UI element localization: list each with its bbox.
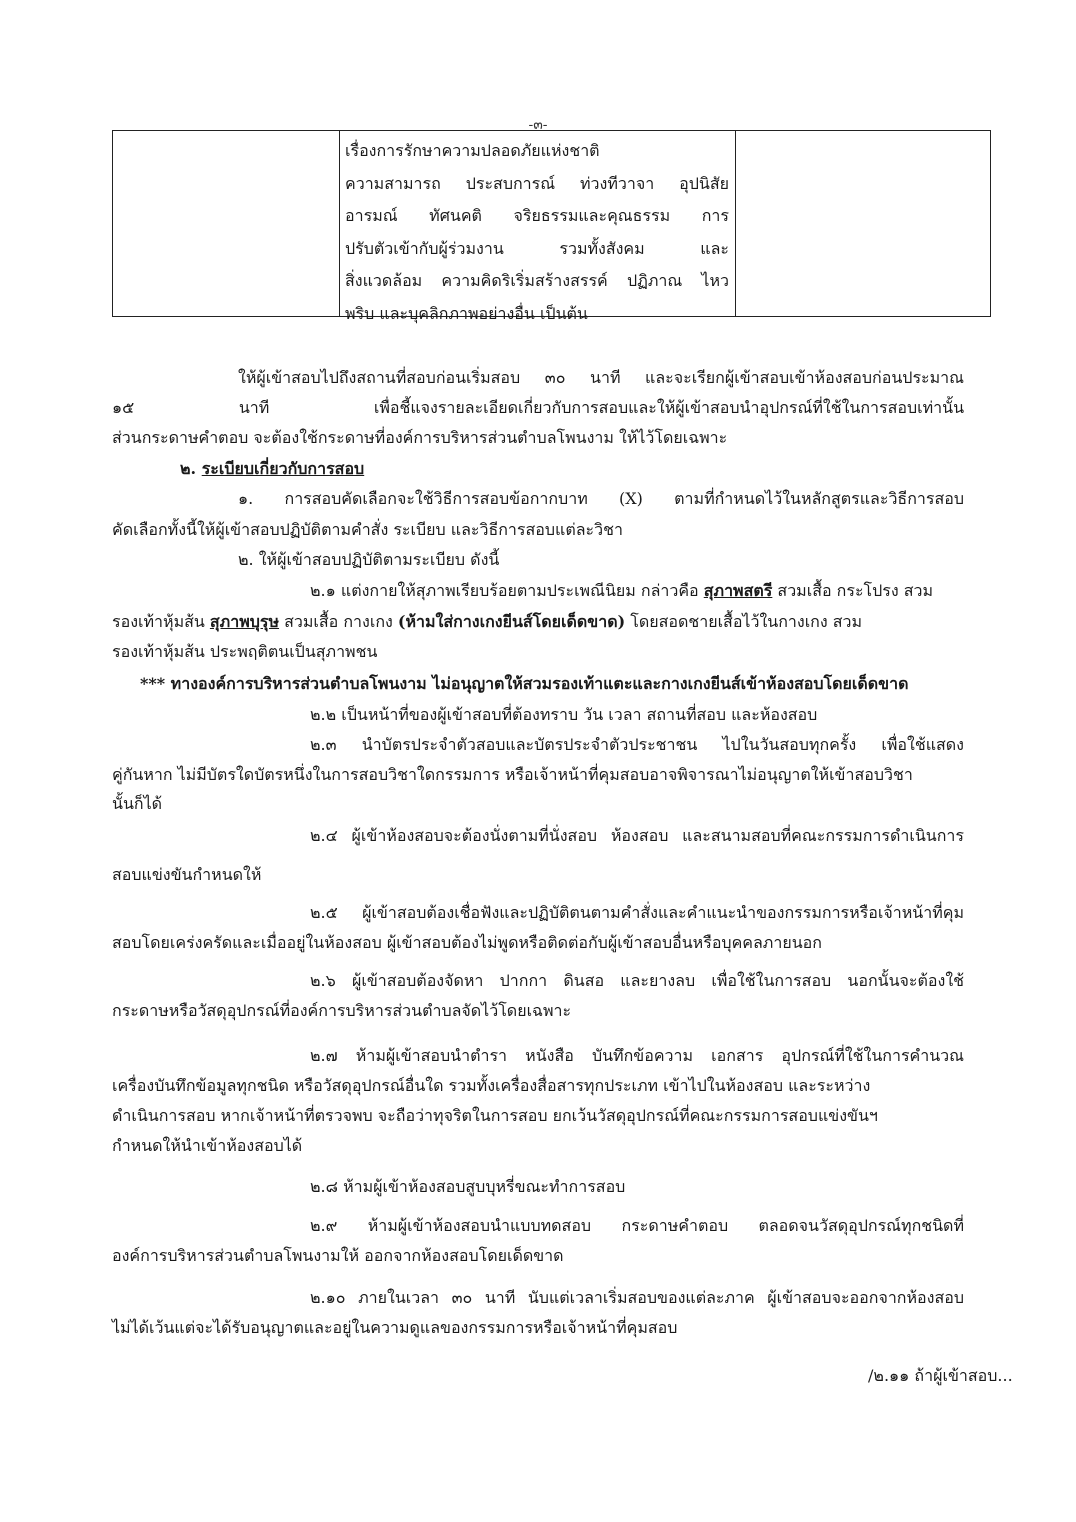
section-number: ๒.: [180, 459, 197, 478]
item-2-7-line-4: กำหนดให้นำเข้าห้องสอบได้: [112, 1136, 303, 1155]
item-2-5-line-1: ๒.๕ ผู้เข้าสอบต้องเชื่อฟังและปฏิบัติตนตามคำสั่งและคำแนะนำของกรรมการหรือเจ้าหน้าที่คุม: [310, 903, 964, 922]
item-2-1-line-1: [310, 580, 933, 602]
item-2-7-line-2: เครื่องบันทึกข้อมูลทุกชนิด หรือวัสดุอุปกรณ์อื่นใด รวมทั้งเครื่องสื่อสารทุกประเภท เข้าไปในห้องสอบ และระหว่าง: [112, 1076, 871, 1095]
continuation-note: /๒.๑๑ ถ้าผู้เข้าสอบ...: [868, 1366, 1013, 1385]
item-2-3-line-3: นั้นก็ได้: [112, 794, 162, 813]
item-2-5-line-2: สอบโดยเคร่งครัดและเมื่ออยู่ในห้องสอบ ผู้เข้าสอบต้องไม่พูดหรือติดต่อกับผู้เข้าสอบอื่นหรือบุคคลภายนอก: [112, 933, 822, 952]
text-span: โดยสอดชายเสื้อไว้ในกางเกง สวม: [625, 612, 863, 631]
text-span: ๒.๑ แต่งกายให้สุภาพเรียบร้อยตามประเพณีนิยม กล่าวคือ: [310, 581, 704, 600]
item-2-7-line-3: ดำเนินการสอบ หากเจ้าหน้าที่ตรวจพบ จะถือว่าทุจริตในการสอบ ยกเว้นวัสดุอุปกรณ์ที่คณะกรรมการสอบแข่งขันฯ: [112, 1106, 878, 1125]
item-2-4-line-1: ๒.๔ ผู้เข้าห้องสอบจะต้องนั่งตามที่นั่งสอบ ห้องสอบ และสนามสอบที่คณะกรรมการดำเนินการ: [310, 826, 964, 845]
table-cell-line: พริบ และบุคลิกภาพอย่างอื่น เป็นต้น: [345, 303, 588, 323]
women-label: สุภาพสตรี: [703, 581, 773, 600]
table-cell-line: ปรับตัวเข้ากับผู้ร่วมงาน รวมทั้งสังคม และ: [345, 238, 729, 258]
notice-line: *** ทางองค์การบริหารส่วนตำบลโพนงาม ไม่อนุญาตให้สวมรองเท้าแตะและกางเกงยีนส์เข้าห้องสอบโดยเด็ดขาด: [140, 674, 909, 693]
table-cell-line: อารมณ์ ทัศนคติ จริยธรรมและคุณธรรม การ: [345, 206, 729, 226]
intro-line-1: ให้ผู้เข้าสอบไปถึงสถานที่สอบก่อนเริ่มสอบ ๓๐ นาที และจะเรียกผู้เข้าสอบเข้าห้องสอบก่อนประมาณ: [238, 368, 964, 387]
item-2-6-line-1: ๒.๖ ผู้เข้าสอบต้องจัดหา ปากกา ดินสอ และยางลบ เพื่อใช้ในการสอบ นอกนั้นจะต้องใช้: [310, 971, 964, 990]
intro-line-3: ส่วนกระดาษคำตอบ จะต้องใช้กระดาษที่องค์การบริหารส่วนตำบลโพนงาม ให้ไว้โดยเฉพาะ: [112, 428, 728, 447]
section-title: ระเบียบเกี่ยวกับการสอบ: [201, 459, 365, 478]
table-divider-left: [339, 131, 340, 316]
item-2-7-line-1: ๒.๗ ห้ามผู้เข้าสอบนำตำรา หนังสือ บันทึกข้อความ เอกสาร อุปกรณ์ที่ใช้ในการคำนวณ: [310, 1046, 964, 1065]
table-divider-right: [735, 131, 736, 316]
item-2-1-line-3: รองเท้าหุ้มส้น ประพฤติตนเป็นสุภาพชน: [112, 642, 378, 661]
text-span: สวมเสื้อ กางเกง: [279, 612, 398, 631]
item-2-2: ๒.๒ เป็นหน้าที่ของผู้เข้าสอบที่ต้องทราบ วัน เวลา สถานที่สอบ และห้องสอบ: [310, 705, 818, 724]
item-2-1-line-2: [112, 611, 862, 633]
text-span: รองเท้าหุ้มส้น: [112, 612, 210, 631]
table-cell-line: ความสามารถ ประสบการณ์ ท่วงทีวาจา อุปนิสัย: [345, 173, 729, 193]
jeans-warning: (ห้ามใส่กางเกงยีนส์โดยเด็ดขาด): [397, 612, 626, 631]
item-2-9-line-1: ๒.๙ ห้ามผู้เข้าห้องสอบนำแบบทดสอบ กระดาษคำตอบ ตลอดจนวัสดุอุปกรณ์ทุกชนิดที่: [310, 1216, 964, 1235]
item-2-4-line-2: สอบแข่งขันกำหนดให้: [112, 865, 262, 884]
page-number: -๓-: [528, 117, 548, 133]
section-heading: [180, 458, 364, 480]
men-label: สุภาพบุรุษ: [209, 612, 280, 631]
item-2-8: ๒.๘ ห้ามผู้เข้าห้องสอบสูบบุหรี่ขณะทำการสอบ: [310, 1177, 626, 1196]
item-2-9-line-2: องค์การบริหารส่วนตำบลโพนงามให้ ออกจากห้องสอบโดยเด็ดขาด: [112, 1246, 564, 1265]
item-1-line-1: ๑. การสอบคัดเลือกจะใช้วิธีการสอบข้อกากบาท (X) ตามที่กำหนดไว้ในหลักสูตรและวิธีการสอบ: [238, 489, 964, 508]
table-cell-line: เรื่องการรักษาความปลอดภัยแห่งชาติ: [345, 141, 600, 160]
table-cell-description: [345, 135, 729, 331]
item-1-line-2: คัดเลือกทั้งนี้ให้ผู้เข้าสอบปฏิบัติตามคำสั่ง ระเบียบ และวิธีการสอบแต่ละวิชา: [112, 520, 623, 539]
item-2: ๒. ให้ผู้เข้าสอบปฏิบัติตามระเบียบ ดังนี้: [238, 550, 500, 569]
item-2-3-line-1: ๒.๓ นำบัตรประจำตัวสอบและบัตรประจำตัวประชาชน ไปในวันสอบทุกครั้ง เพื่อใช้แสดง: [310, 735, 964, 754]
text-span: สวมเสื้อ กระโปรง สวม: [772, 581, 934, 600]
table-cell-line: สิ่งแวดล้อม ความคิดริเริ่มสร้างสรรค์ ปฏิภาณ ไหว: [345, 271, 729, 291]
intro-line-2: ๑๕ นาที เพื่อชี้แจงรายละเอียดเกี่ยวกับการสอบและให้ผู้เข้าสอบนำอุปกรณ์ที่ใช้ในการสอบเท่านั้น: [112, 398, 964, 417]
item-2-6-line-2: กระดาษหรือวัสดุอุปกรณ์ที่องค์การบริหารส่วนตำบลจัดไว้โดยเฉพาะ: [112, 1001, 572, 1020]
item-2-3-line-2: คู่กันหาก ไม่มีบัตรใดบัตรหนึ่งในการสอบวิชาใดกรรมการ หรือเจ้าหน้าที่คุมสอบอาจพิจารณาไม่อนุญาตให้เข้าสอบวิชา: [112, 765, 913, 784]
criteria-table: [112, 130, 991, 323]
item-2-10-line-2: ไม่ได้เว้นแต่จะได้รับอนุญาตและอยู่ในความดูแลของกรรมการหรือเจ้าหน้าที่คุมสอบ: [112, 1318, 678, 1337]
item-2-10-line-1: ๒.๑๐ ภายในเวลา ๓๐ นาที นับแต่เวลาเริ่มสอบของแต่ละภาค ผู้เข้าสอบจะออกจากห้องสอบ: [310, 1288, 964, 1307]
